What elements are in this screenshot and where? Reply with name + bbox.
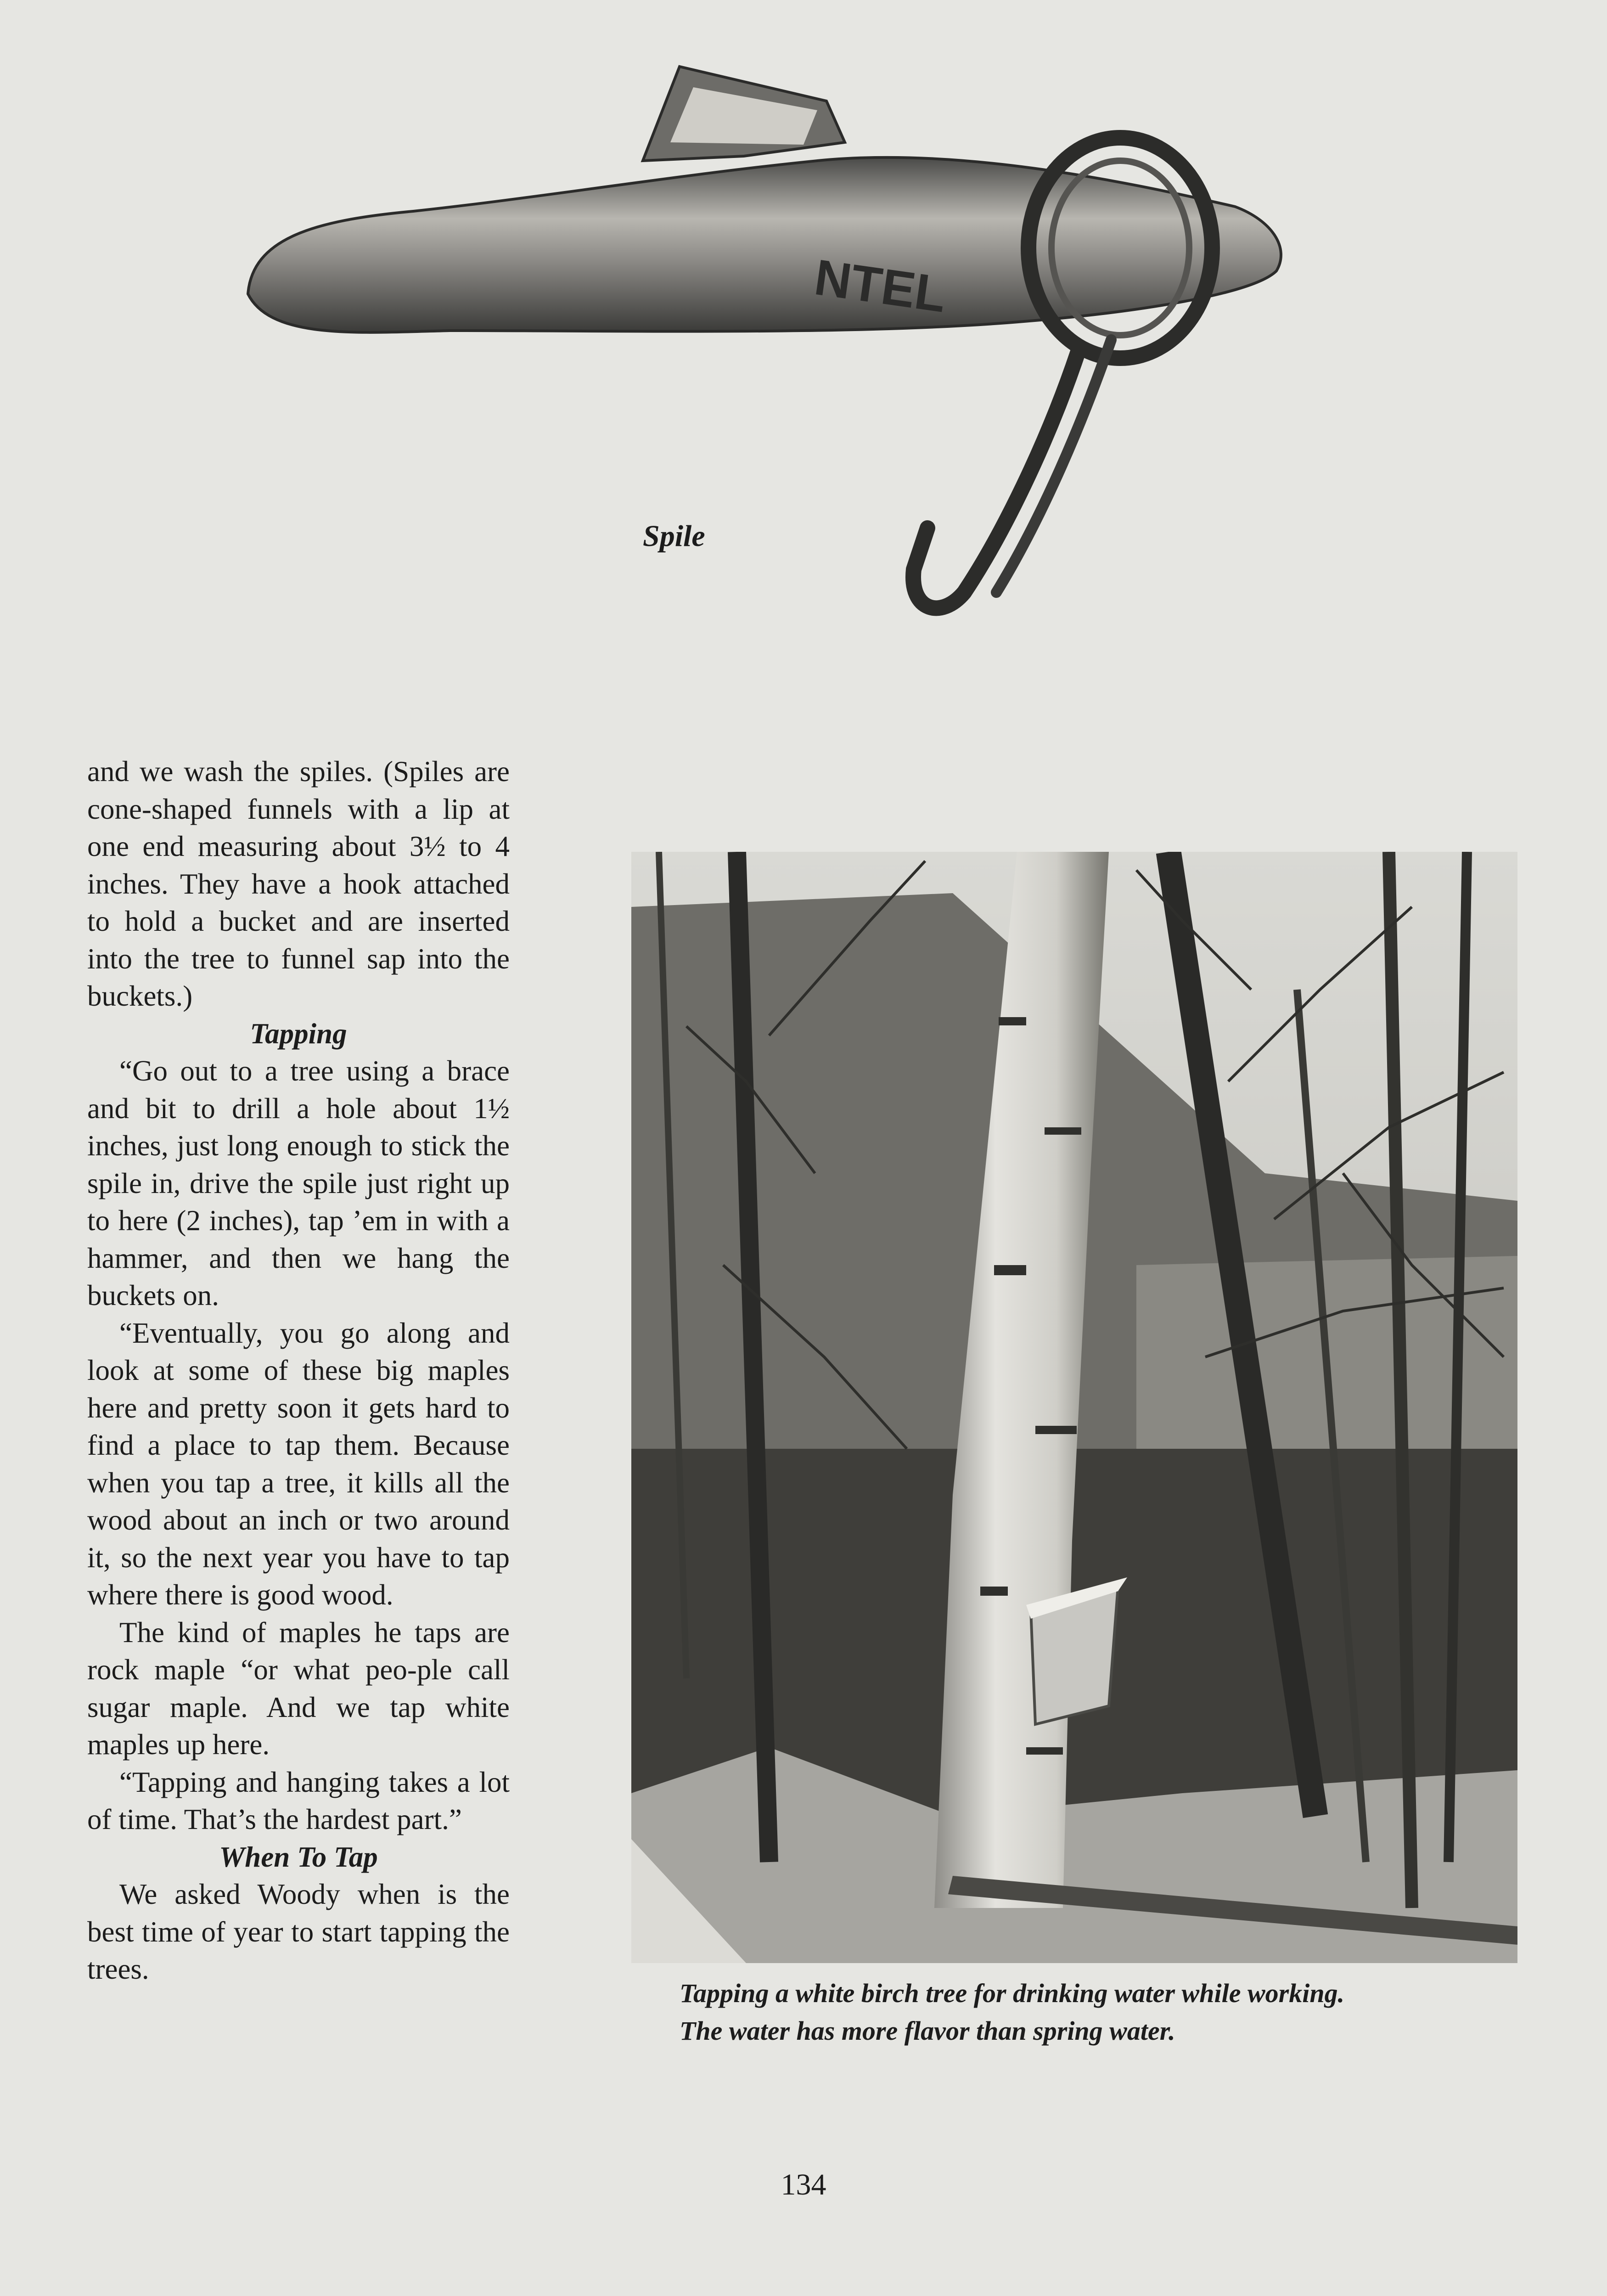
- paragraph-1: “Go out to a tree using a brace and bit to drill a hole about 1½ inches, just long enough to stick the spile in, drive the spile just right up to here (2 inches), tap ’em in with a hammer, and then we hang the buckets on.: [87, 1055, 510, 1311]
- paragraph-4: “Tapping and hanging takes a lot of time. That’s the hardest part.”: [87, 1766, 510, 1835]
- paragraph-3: The kind of maples he taps are rock maple “or what peo-ple call sugar maple. And we tap white maples up here.: [87, 1616, 510, 1761]
- paragraph-5: We asked Woody when is the best time of year to start tapping the trees.: [87, 1878, 510, 1985]
- page-number: 134: [781, 2168, 826, 2201]
- intro-paragraph: and we wash the spiles. (Spiles are cone-shaped funnels with a lip at one end measuring about 3½ to 4 inches. They have a hook attached to hold a bucket and are inserted into the tree to funnel sap into the buckets.): [87, 755, 510, 1012]
- section-heading-when-to-tap: When To Tap: [219, 1840, 378, 1873]
- birch-caption-line-1: Tapping a white birch tree for drinking water while working.: [680, 1978, 1345, 2008]
- spile-caption: Spile: [643, 519, 705, 553]
- paragraph-2: “Eventually, you go along and look at some of these big maples here and pretty soon it gets hard to find a place to tap them. Because when you tap a tree, it kills all the wood about an inch or two around it, so the next year you have to tap where there is good wood.: [87, 1317, 510, 1611]
- spile-photo: [220, 55, 1396, 661]
- section-heading-tapping: Tapping: [250, 1017, 347, 1050]
- birch-tree-photo: [631, 852, 1517, 1963]
- article-column: [87, 753, 510, 1988]
- birch-photo-caption: [680, 1975, 1534, 2050]
- birch-caption-line-2: The water has more flavor than spring water.: [680, 2016, 1175, 2046]
- svg-text:NTEL: NTEL: [811, 248, 950, 323]
